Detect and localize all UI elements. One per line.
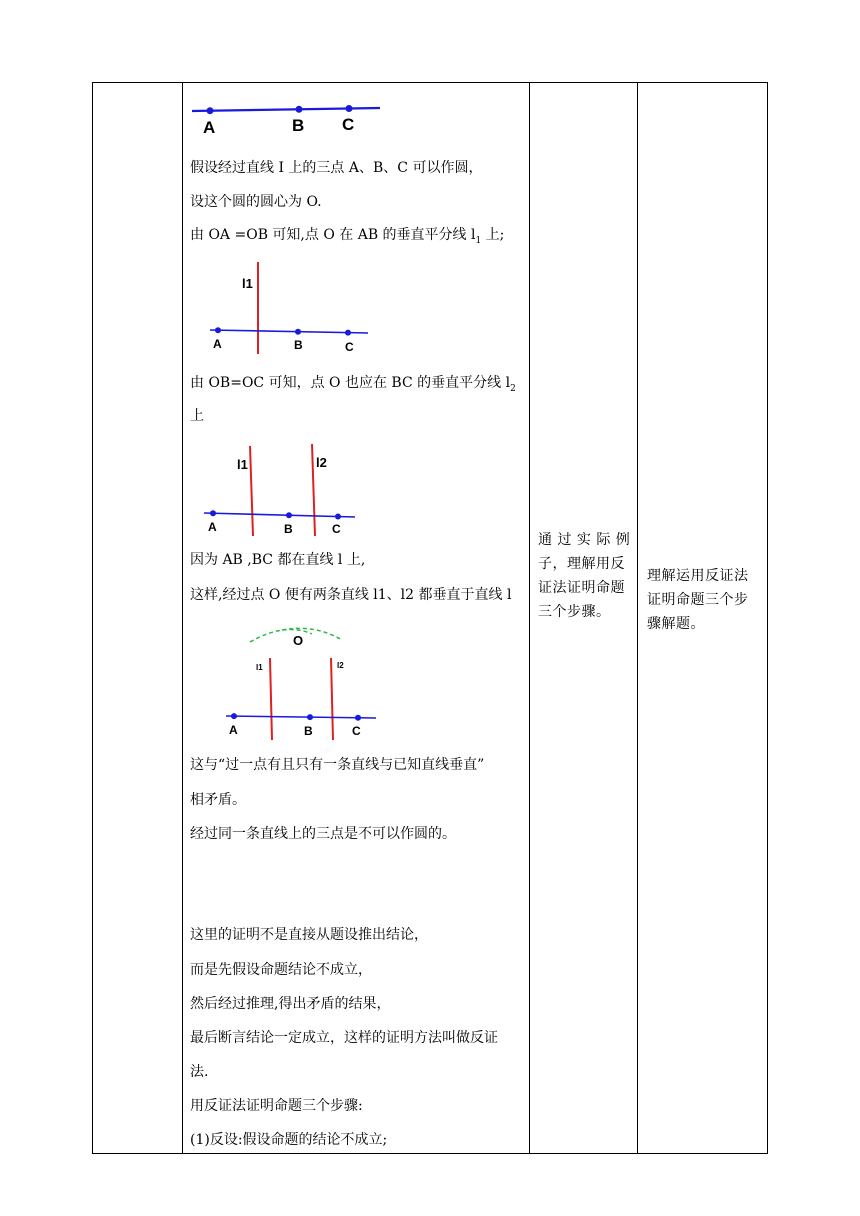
- text-assumption: 假设经过直线 I 上的三点 A、B、C 可以作圆，: [190, 160, 483, 176]
- text-two-lines: 这样,经过点 O 便有两条直线 l1、l2 都垂直于直线 l: [190, 587, 512, 603]
- figure-bisectors-l1-l2: [190, 442, 390, 537]
- perpendicular-l1: [250, 446, 253, 536]
- point-a: [215, 327, 221, 333]
- point-c: [345, 330, 351, 336]
- table-border-top: [92, 82, 768, 83]
- label-l2: l2: [316, 455, 327, 470]
- text-method-4: 最后断言结论一定成立，这样的证明方法叫做反证: [190, 1030, 498, 1046]
- label-a: A: [203, 118, 216, 137]
- point-b: [295, 329, 301, 335]
- text-on: 上: [190, 408, 204, 424]
- perpendicular-l2: [312, 444, 315, 536]
- text-contradiction: 这与“过一点有且只有一条直线与已知直线垂直”: [190, 757, 485, 773]
- label-l1: l1: [242, 276, 253, 291]
- table-border-bottom: [92, 1153, 768, 1154]
- line-l: [204, 513, 355, 517]
- line-l: [226, 716, 376, 718]
- table-divider-3: [637, 82, 638, 1154]
- figure-collinear-points: [190, 98, 390, 140]
- text-method-3: 然后经过推理,得出矛盾的结果，: [190, 996, 391, 1012]
- point-b: [296, 106, 303, 113]
- label-c: C: [345, 340, 354, 354]
- table-border-right: [767, 82, 768, 1154]
- text-contradicts: 相矛盾。: [190, 792, 246, 808]
- label-l1: l1: [237, 457, 248, 472]
- line-l: [210, 330, 368, 333]
- perpendicular-l1: [270, 658, 272, 740]
- text-oa-ob: 由 OA =OB 可知,点 O 在 AB 的垂直平分线 $l_1$ 上;: [190, 227, 505, 246]
- label-b: B: [292, 116, 305, 135]
- label-l1: l1: [256, 663, 263, 672]
- label-a: A: [229, 723, 238, 737]
- figure-bisector-l1: [190, 260, 390, 355]
- point-b: [286, 512, 292, 518]
- table-border-left: [92, 82, 93, 1154]
- label-c: C: [332, 522, 341, 536]
- label-c: C: [342, 115, 355, 134]
- col3-intent: 通 过 实 际 例 子，理解用反 证法证明命题 三个步骤。: [538, 532, 631, 620]
- text-method-2: 而是先假设命题结论不成立，: [190, 962, 372, 978]
- text-ob-oc: 由 OB=OC 可知，点 O 也应在 BC 的垂直平分线 $l_2$: [190, 375, 516, 394]
- point-c: [346, 105, 353, 112]
- point-c: [335, 514, 341, 520]
- label-b: B: [304, 724, 313, 738]
- text-conclusion: 经过同一条直线上的三点是不可以作圆的。: [190, 826, 456, 842]
- point-a: [207, 107, 214, 114]
- point-b: [307, 714, 313, 720]
- figure-contradiction: [190, 620, 390, 745]
- point-a: [231, 713, 237, 719]
- text-same-line: 因为 AB ,BC 都在直线 l 上,: [190, 552, 366, 568]
- text-center: 设这个圆的圆心为 O.: [190, 194, 322, 210]
- table-divider-2: [529, 82, 530, 1154]
- label-b: B: [284, 522, 293, 536]
- text-steps-title: 用反证法证明命题三个步骤:: [190, 1098, 363, 1114]
- label-o: O: [293, 633, 304, 648]
- label-b: B: [294, 338, 303, 352]
- col4-goal: 理解运用反证法 证明命题三个步 骤解题。: [647, 568, 749, 632]
- text-method-5: 法.: [190, 1064, 209, 1080]
- table-divider-1: [182, 82, 183, 1154]
- point-a: [210, 510, 216, 516]
- label-a: A: [213, 337, 222, 351]
- point-c: [355, 715, 361, 721]
- text-method-1: 这里的证明不是直接从题设推出结论，: [190, 927, 428, 943]
- label-c: C: [352, 724, 361, 738]
- text-step-1: (1)反设:假设命题的结论不成立;: [190, 1132, 388, 1148]
- perpendicular-l2: [331, 658, 333, 740]
- label-a: A: [208, 520, 217, 534]
- label-l2: l2: [337, 661, 344, 670]
